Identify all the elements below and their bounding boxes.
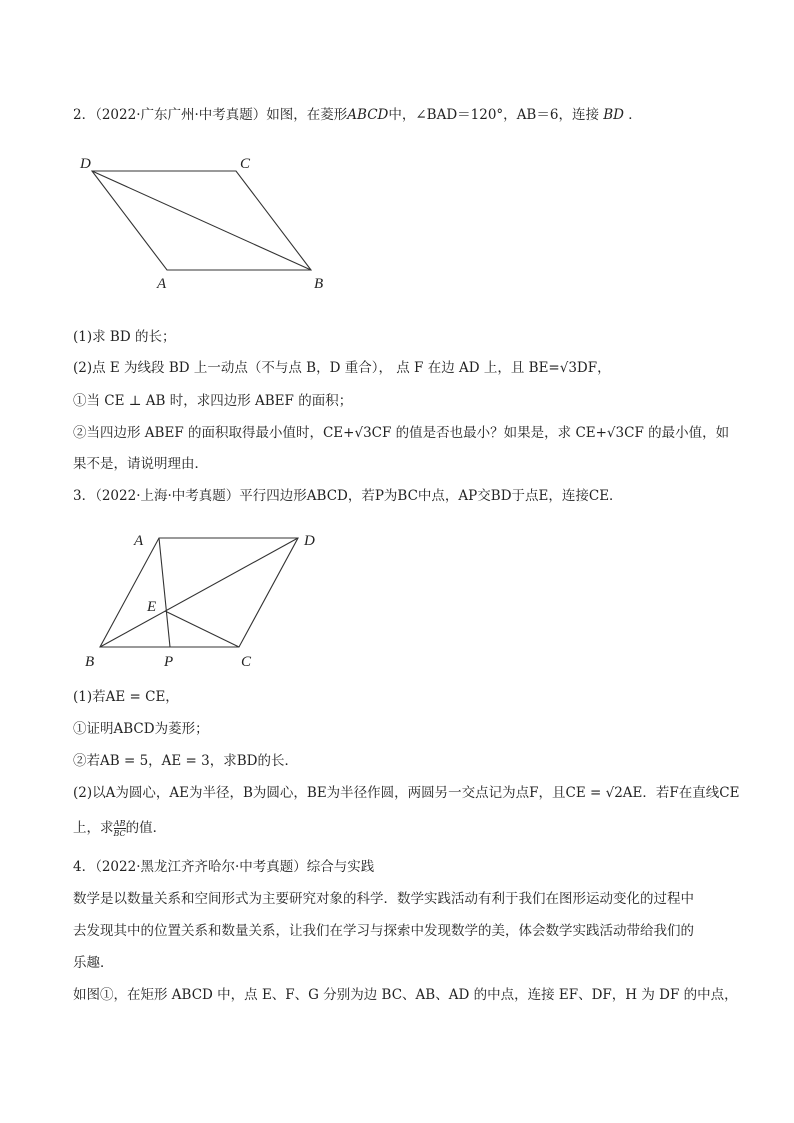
label-a: A — [134, 533, 144, 549]
label-p: P — [164, 654, 174, 670]
q3-part1: (1)若AE = CE， — [73, 689, 179, 705]
q3-header: 3．（2022·上海·中考真题）平行四边形ABCD，若P为BC中点，AP交BD于点E，连接CE． — [73, 488, 623, 504]
segment-ap — [159, 538, 170, 647]
q2-part2-2-cont: 果不是，请说明理由． — [73, 456, 208, 472]
label-a: A — [157, 276, 167, 292]
q4-para3: 乐趣． — [73, 955, 114, 971]
label-e: E — [147, 599, 157, 615]
q4-para2: 去发现其中的位置关系和数量关系，让我们在学习与探索中发现数学的美，体会数学实践活动带给我们的 — [73, 923, 694, 939]
q3-part1-1: ①证明ABCD为菱形； — [73, 721, 209, 737]
label-d: D — [80, 156, 91, 172]
segment-ec — [165, 611, 239, 647]
q2-part2: (2)点 E 为线段 BD 上一动点（不与点 B，D 重合）， 点 F 在边 AD 上，且 BE=√3DF， — [73, 360, 611, 376]
q3-part2: (2)以A为圆心，AE为半径，B为圆心，BE为半径作圆，两圆另一交点记为点F，且CE = √2AE．若F在直线CE — [73, 785, 740, 801]
q3-part1-2: ②若AB = 5，AE = 3，求BD的长． — [73, 753, 298, 769]
q2-header: 2．（2022·广东广州·中考真题）如图，在菱形ABCD中，∠BAD＝120°，AB＝6，连接 BD ． — [73, 107, 642, 123]
fraction-ab-bc: $\frac{AB}{BC}$ — [113, 819, 126, 838]
label-b: B — [85, 654, 95, 670]
q2-part2-2: ②当四边形 ABEF 的面积取得最小值时，CE+√3CF 的值是否也最小？如果是，求 CE+√3CF 的最小值，如 — [73, 425, 730, 441]
label-b: B — [314, 276, 324, 292]
label-d: D — [304, 533, 315, 549]
q4-para1: 数学是以数量关系和空间形式为主要研究对象的科学．数学实践活动有利于我们在图形运动变化的过程中 — [73, 891, 694, 907]
label-c: C — [240, 156, 251, 172]
q4-para4: 如图①，在矩形 ABCD 中，点 E、F、G 分别为边 BC、AB、AD 的中点，连接 EF、DF，H 为 DF 的中点， — [73, 987, 738, 1003]
q3-part2-cont: 上，求 $\frac{AB}{BC}$ 的值． — [73, 819, 167, 838]
q2-part1: (1)求 BD 的长； — [73, 329, 176, 345]
label-c: C — [241, 654, 252, 670]
q4-header: 4．（2022·黑龙江齐齐哈尔·中考真题）综合与实践 — [73, 859, 375, 875]
q2-part2-1: ①当 CE ⊥ AB 时，求四边形 ABEF 的面积； — [73, 393, 353, 409]
